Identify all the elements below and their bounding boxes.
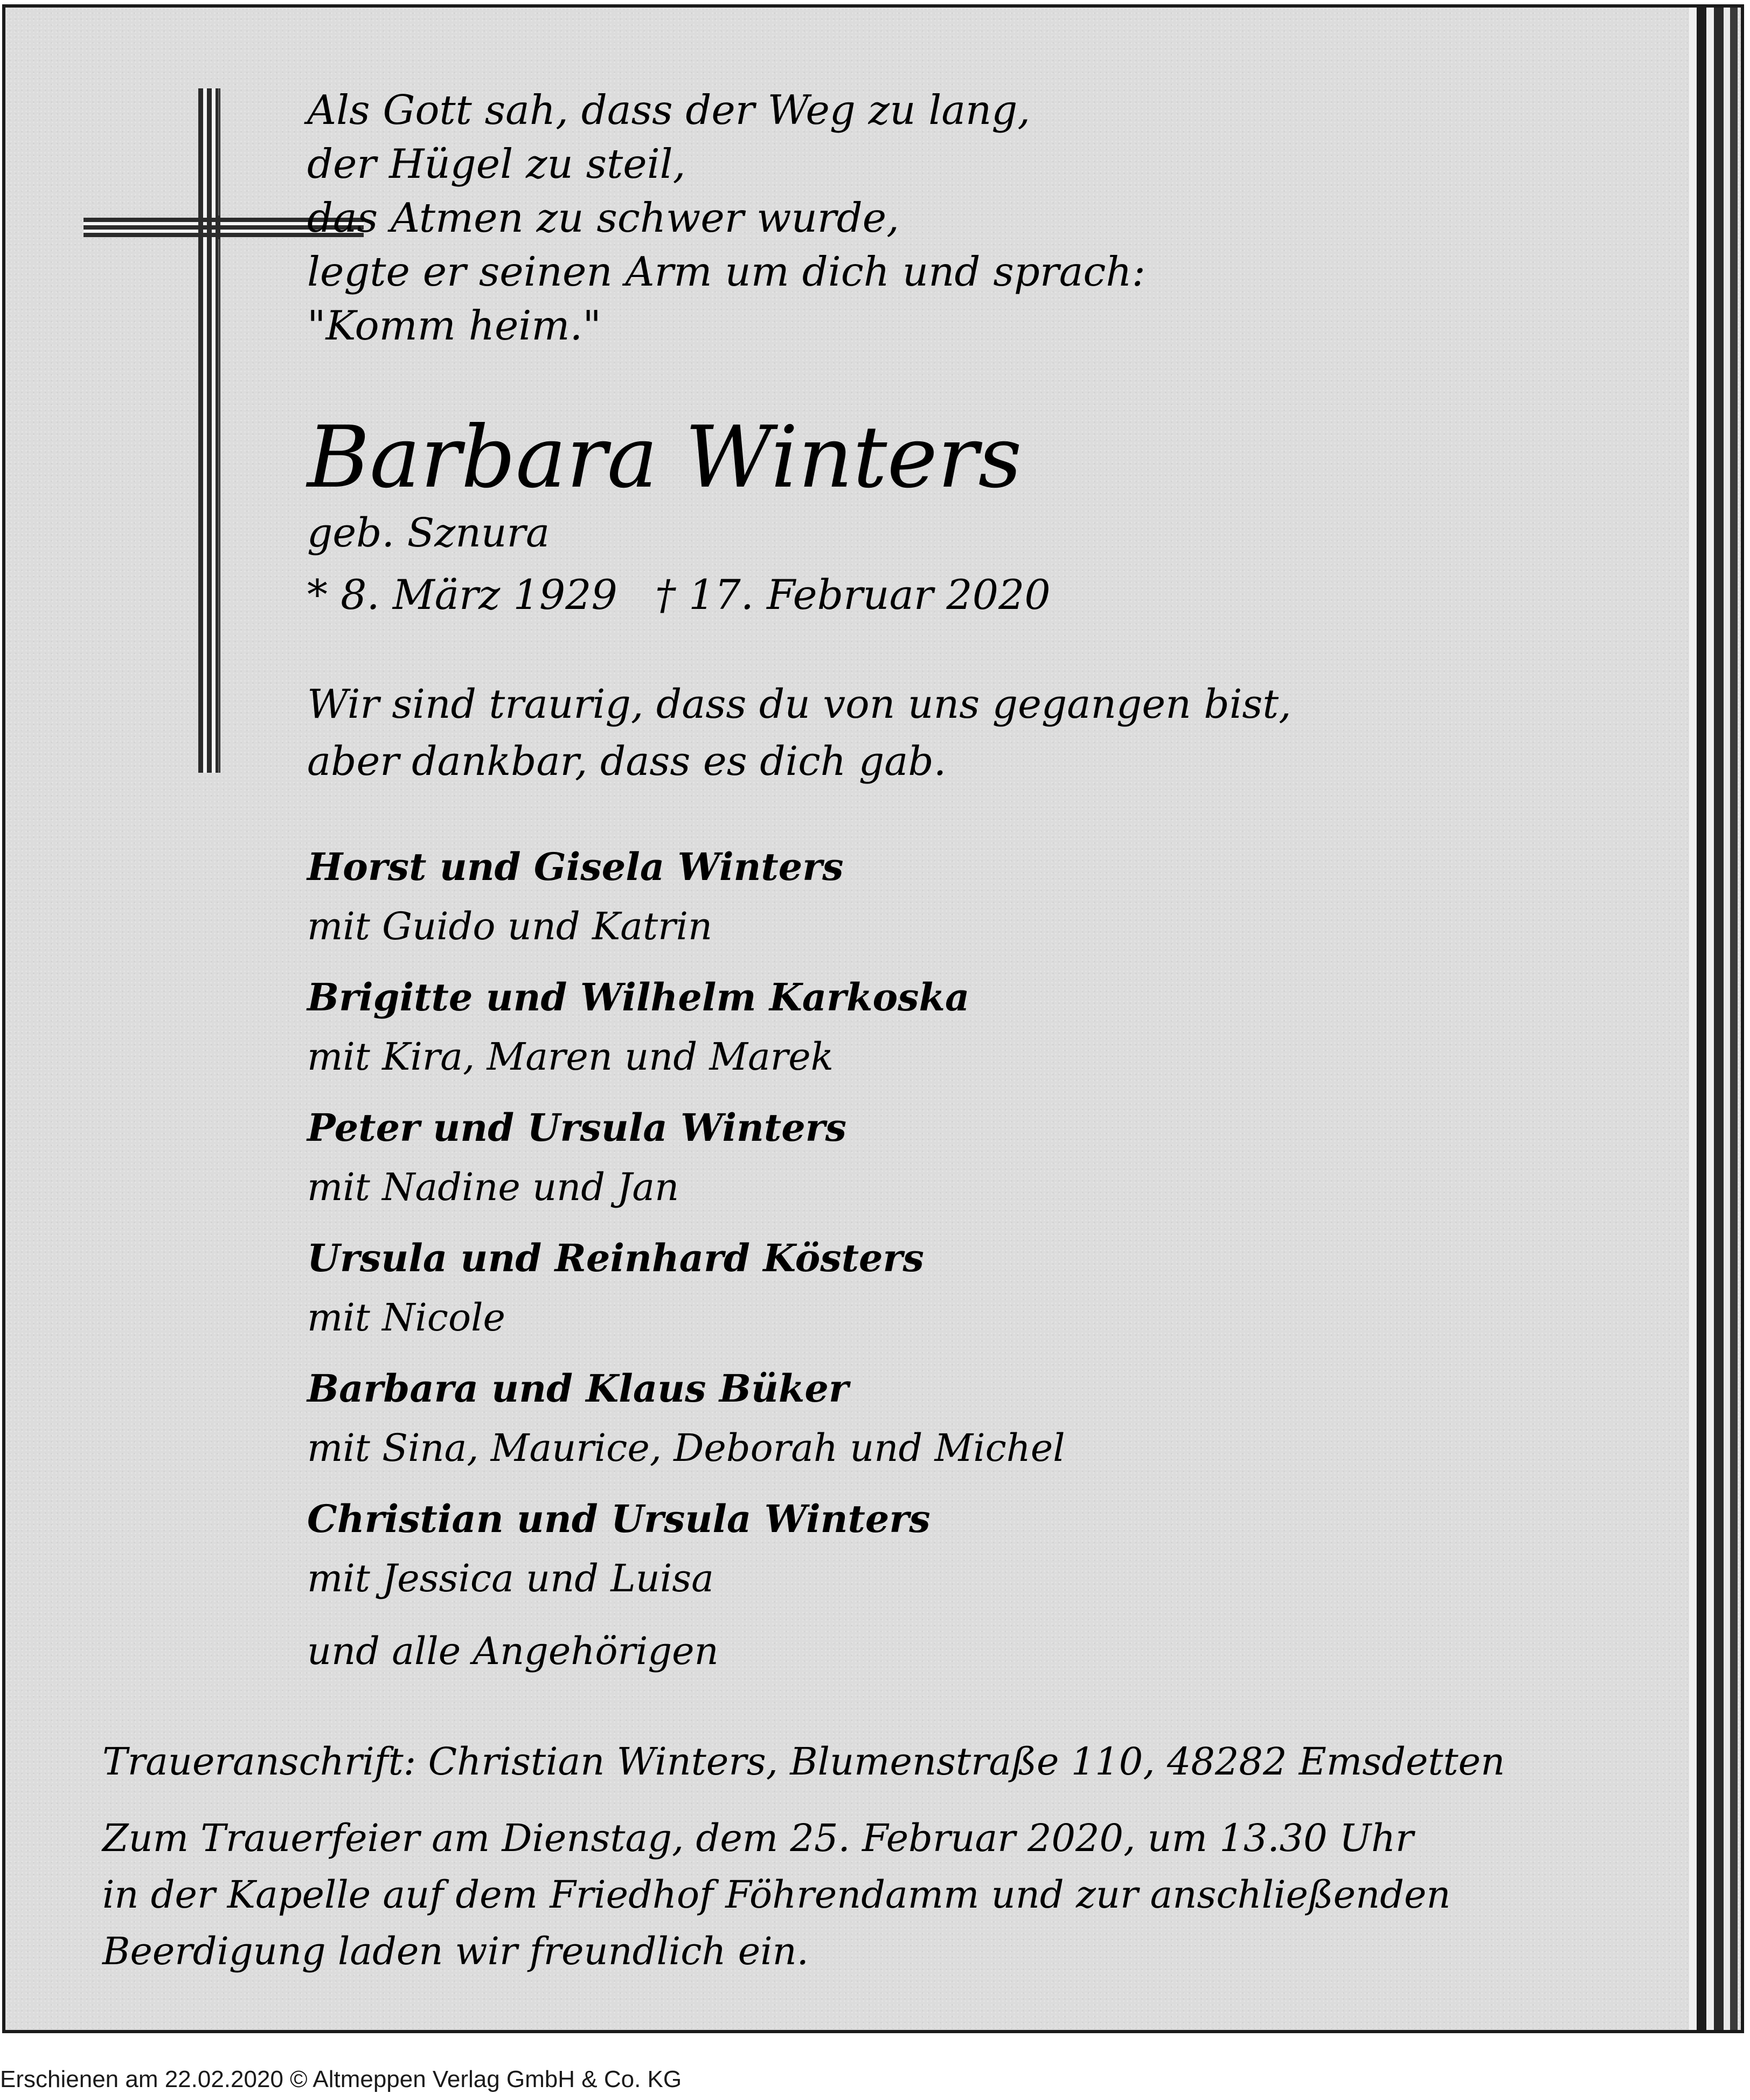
mourner-children: mit Sina, Maurice, Deborah und Michel [307,1426,1065,1470]
deceased-name: Barbara Winters [307,408,1022,507]
mourner-children: mit Nadine und Jan [307,1165,679,1209]
mourning-address: Traueranschrift: Christian Winters, Blumenstraße 110, 48282 Emsdetten [102,1739,1505,1784]
mourner-group [307,837,1406,968]
mourner-name: Peter und Ursula Winters [307,1105,847,1150]
poem-line: "Komm heim." [307,302,601,349]
poem-line: Als Gott sah, dass der Weg zu lang, [307,86,1031,134]
ceremony-line: in der Kapelle auf dem Friedhof Föhrendamm und zur anschließenden [102,1873,1451,1917]
thanks-line: Wir sind traurig, dass du von uns gegangen bist, [307,681,1291,727]
mourner-group [307,968,1406,1098]
mourner-children: mit Jessica und Luisa [307,1556,714,1600]
publication-footer: Erschienen am 22.02.2020 © Altmeppen Verlag GmbH & Co. KG [0,2066,682,2092]
relatives-text: und alle Angehörigen [307,1629,719,1673]
mourner-name: Brigitte und Wilhelm Karkoska [307,975,970,1020]
life-dates [307,568,1406,622]
thanks-line: aber dankbar, dass es dich gab. [307,738,947,785]
mourner-name: Ursula und Reinhard Kösters [307,1236,924,1280]
mourner-children: mit Guido und Katrin [307,904,713,948]
mourner-name: Barbara und Klaus Büker [307,1366,849,1411]
poem-line: legte er seinen Arm um dich und sprach: [307,248,1145,295]
birth-date: * 8. März 1929 [307,571,617,619]
mourner-name: Horst und Gisela Winters [307,844,844,889]
thanks-text [307,676,1406,790]
mourner-group [307,1489,1406,1620]
death-date: † 17. Februar 2020 [655,571,1051,619]
mourner-children: mit Nicole [307,1295,505,1340]
maiden-name: geb. Sznura [307,510,550,556]
mourner-group [307,1098,1406,1229]
ceremony-text [102,1810,1633,1980]
mourner-name: Christian und Ursula Winters [307,1496,930,1541]
poem-line: der Hügel zu steil, [307,140,686,188]
poem-line: das Atmen zu schwer wurde, [307,194,899,241]
ceremony-line: Zum Trauerfeier am Dienstag, dem 25. Februar 2020, um 13.30 Uhr [102,1816,1414,1860]
mourners-list [307,837,1406,1620]
ceremony-line: Beerdigung laden wir freundlich ein. [102,1929,809,1973]
mourner-children: mit Kira, Maren und Marek [307,1035,834,1079]
poem [307,83,1406,352]
mourner-group [307,1229,1406,1359]
mourner-group [307,1359,1406,1489]
decorative-border-stripes [1689,8,1741,2030]
obituary-card [2,4,1744,2033]
